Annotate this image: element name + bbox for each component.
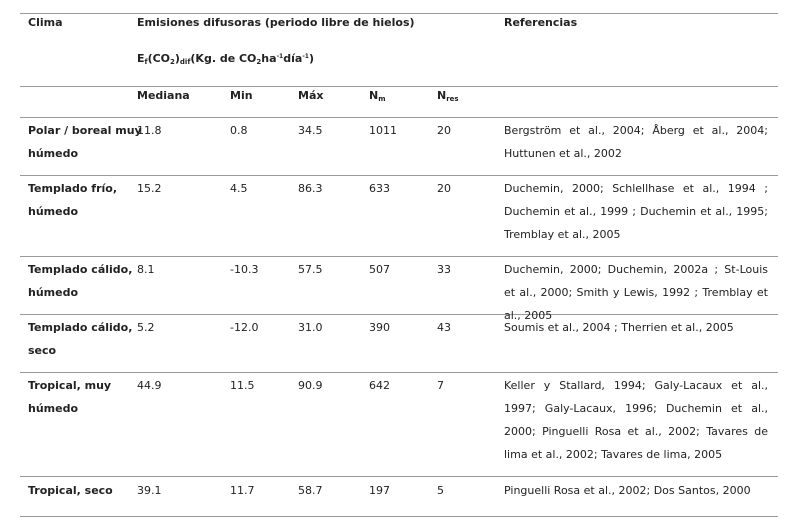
row-nm: 390 xyxy=(369,321,390,334)
row-min: -10.3 xyxy=(230,263,259,276)
row-max: 34.5 xyxy=(298,124,323,137)
row-referencias: Bergström et al., 2004; Åberg et al., 2004; Huttunen et al., 2002 xyxy=(504,124,768,160)
row-clima: Polar / boreal muy húmedo xyxy=(28,124,142,160)
table-rule-header xyxy=(20,86,778,87)
row-max: 90.9 xyxy=(298,379,323,392)
header-emisiones: Emisiones difusoras (periodo libre de hielos) xyxy=(137,16,415,29)
row-nm: 1011 xyxy=(369,124,397,137)
row-min: 11.7 xyxy=(230,484,255,497)
table-rule-row4 xyxy=(20,372,778,373)
row-mediana: 44.9 xyxy=(137,379,162,392)
row-mediana: 8.1 xyxy=(137,263,155,276)
row-nres: 20 xyxy=(437,124,451,137)
row-clima: Templado cálido, seco xyxy=(28,321,133,357)
row-nm: 633 xyxy=(369,182,390,195)
row-referencias: Soumis et al., 2004 ; Therrien et al., 2005 xyxy=(504,321,734,334)
row-mediana: 15.2 xyxy=(137,182,162,195)
header-referencias: Referencias xyxy=(504,16,578,29)
row-mediana: 11.8 xyxy=(137,124,162,137)
row-referencias: Pinguelli Rosa et al., 2002; Dos Santos, 2000 xyxy=(504,484,751,497)
row-nres: 20 xyxy=(437,182,451,195)
row-nm: 197 xyxy=(369,484,390,497)
row-min: -12.0 xyxy=(230,321,259,334)
header-unit: $E_f(CO_2)_{dif}(Kg$. de $CO_2ha^{-1}día^{-1}$) xyxy=(137,52,315,66)
row-referencias: Keller y Stallard, 1994; Galy-Lacaux et al., 1997; Galy-Lacaux, 1996; Duchemin et al., 2000; Pinguelli Rosa et al., 2002; Tavares de lima et al., 2002; Tavares de lima, 2005 xyxy=(504,379,768,461)
row-nres: 43 xyxy=(437,321,451,334)
header-nres: $N_{res}$ xyxy=(437,89,459,103)
row-max: 31.0 xyxy=(298,321,323,334)
header-clima: Clima xyxy=(28,16,63,29)
header-min: Min xyxy=(230,89,253,102)
header-max: Máx xyxy=(298,89,324,102)
row-max: 57.5 xyxy=(298,263,323,276)
row-referencias: Duchemin, 2000; Schlellhase et al., 1994 ; Duchemin et al., 1999 ; Duchemin et al., 1995; Tremblay et al., 2005 xyxy=(504,182,768,241)
row-min: 0.8 xyxy=(230,124,248,137)
row-clima: Templado cálido, húmedo xyxy=(28,263,133,299)
row-nm: 507 xyxy=(369,263,390,276)
table-rule-subheader xyxy=(20,117,778,118)
table-rule-row1 xyxy=(20,175,778,176)
row-clima: Templado frío, húmedo xyxy=(28,182,118,218)
row-min: 4.5 xyxy=(230,182,248,195)
table-rule-top xyxy=(20,13,778,14)
row-nres: 7 xyxy=(437,379,444,392)
table-rule-bottom xyxy=(20,516,778,517)
row-nres: 33 xyxy=(437,263,451,276)
row-max: 86.3 xyxy=(298,182,323,195)
row-referencias: Duchemin, 2000; Duchemin, 2002a ; St-Louis et al., 2000; Smith y Lewis, 1992 ; Tremblay et al., 2005 xyxy=(504,263,768,322)
row-nres: 5 xyxy=(437,484,444,497)
row-nm: 642 xyxy=(369,379,390,392)
header-mediana: Mediana xyxy=(137,89,190,102)
table-rule-row5 xyxy=(20,476,778,477)
table-rule-row2 xyxy=(20,256,778,257)
row-max: 58.7 xyxy=(298,484,323,497)
row-min: 11.5 xyxy=(230,379,255,392)
header-nm: $N_m$ xyxy=(369,89,386,103)
row-mediana: 5.2 xyxy=(137,321,155,334)
row-mediana: 39.1 xyxy=(137,484,162,497)
row-clima: Tropical, muy húmedo xyxy=(28,379,112,415)
row-clima: Tropical, seco xyxy=(28,484,113,497)
